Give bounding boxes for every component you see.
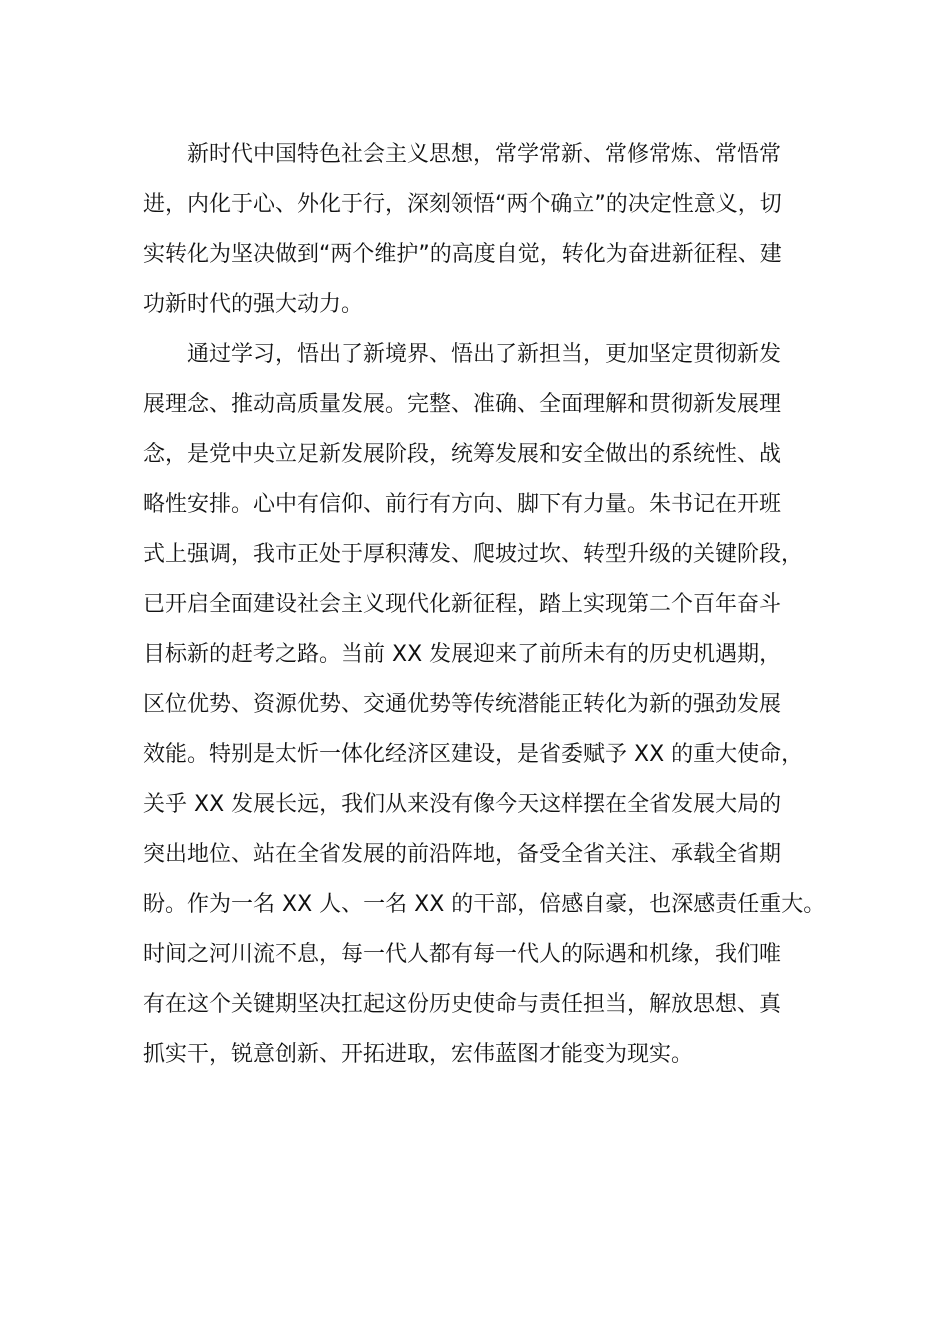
paragraph-1-line-2: 进，内化于心、外化于行，深刻领悟“两个确立”的决定性意义，切: [143, 192, 782, 217]
paragraph-2-line-12: 盼。作为一名 XX 人、一名 XX 的干部，倍感自豪，也深感责任重大。: [143, 892, 826, 917]
paragraph-2-line-8: 区位优势、资源优势、交通优势等传统潜能正转化为新的强劲发展: [143, 692, 782, 717]
paragraph-2-line-7: 目标新的赶考之路。当前 XX 发展迎来了前所未有的历史机遇期，: [143, 642, 782, 667]
body-text: [143, 130, 833, 1080]
paragraph-2-line-13: 时间之河川流不息，每一代人都有每一代人的际遇和机缘，我们唯: [143, 942, 782, 967]
paragraph-2-line-11: 突出地位、站在全省发展的前沿阵地，备受全省关注、承载全省期: [143, 842, 782, 867]
paragraph-2-line-3: 念，是党中央立足新发展阶段，统筹发展和安全做出的系统性、战: [143, 442, 782, 467]
paragraph-2-line-1: 通过学习，悟出了新境界、悟出了新担当，更加坚定贯彻新发: [187, 342, 782, 367]
paragraph-2-line-4: 略性安排。心中有信仰、前行有方向、脚下有力量。朱书记在开班: [143, 492, 782, 517]
paragraph-1-line-1: 新时代中国特色社会主义思想，常学常新、常修常炼、常悟常: [187, 142, 782, 167]
paragraph-1-line-4: 功新时代的强大动力。: [143, 292, 364, 317]
paragraph-2-line-9: 效能。特别是太忻一体化经济区建设，是省委赋予 XX 的重大使命，: [143, 742, 804, 767]
paragraph-2-line-5: 式上强调，我市正处于厚积薄发、爬坡过坎、转型升级的关键阶段，: [143, 542, 804, 567]
paragraph-2-line-15: 抓实干，锐意创新、开拓进取，宏伟蓝图才能变为现实。: [143, 1042, 694, 1067]
paragraph-1-line-3: 实转化为坚决做到“两个维护”的高度自觉，转化为奋进新征程、建: [143, 242, 782, 267]
paragraph-2-line-10: 关乎 XX 发展长远，我们从来没有像今天这样摆在全省发展大局的: [143, 792, 782, 817]
paragraph-2-line-6: 已开启全面建设社会主义现代化新征程，踏上实现第二个百年奋斗: [143, 592, 782, 617]
paragraph-2-line-14: 有在这个关键期坚决扛起这份历史使命与责任担当，解放思想、真: [143, 992, 782, 1017]
paragraph-2-line-2: 展理念、推动高质量发展。完整、准确、全面理解和贯彻新发展理: [143, 392, 782, 417]
